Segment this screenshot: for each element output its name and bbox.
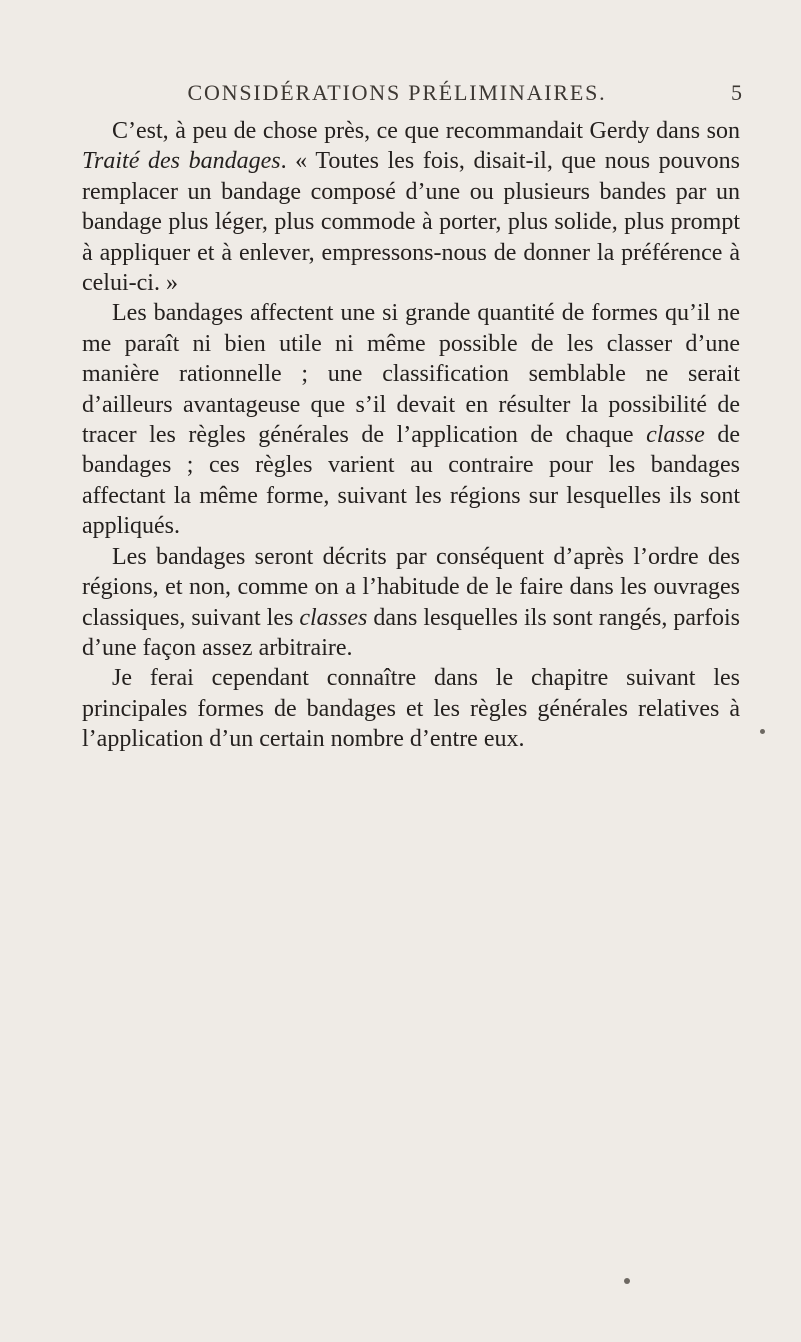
term-classe-italic: classe xyxy=(646,422,705,449)
paragraph-4 xyxy=(82,663,740,754)
paragraph-3 xyxy=(82,542,740,664)
page-number: 5 xyxy=(731,80,742,105)
paragraph-2 xyxy=(82,298,740,541)
paper-speck xyxy=(624,1278,630,1284)
paragraph-1 xyxy=(82,116,740,298)
paragraph-3-text: Les bandages seront décrits par conséquent d’après l’ordre des régions, et non, comme on a l’habitude de le faire dans les ouvrages classiques, suivant les xyxy=(82,543,740,631)
paragraph-1-quote: . « Toutes les fois, disait-il, que nous pouvons remplacer un bandage composé d’une ou plusieurs bandes par un bandage plus léger, plus commode à porter, plus solide, plus prompt à appliquer et à enlever, empressons-nous de donner la préférence à celui-ci. » xyxy=(82,148,740,297)
running-head-title: CONSIDÉRATIONS PRÉLIMINAIRES. xyxy=(187,80,607,105)
term-classes-italic: classes xyxy=(299,604,368,631)
paper-speck xyxy=(760,729,765,734)
body-text xyxy=(82,116,740,755)
paragraph-3-text-end: dans lesquelles ils sont rangés, parfois d’une façon assez arbitraire. xyxy=(82,604,740,661)
running-head xyxy=(52,77,742,109)
paragraph-4-text: Je ferai cependant connaître dans le chapitre suivant les principales formes de bandages et les règles générales relatives à l’application d’un certain nombre d’entre eux. xyxy=(82,665,740,753)
book-title-italic: Traité des bandages xyxy=(82,148,281,175)
paragraph-1-text: C’est, à peu de chose près, ce que recommandait Gerdy dans son xyxy=(112,118,740,144)
paragraph-2-text: Les bandages affectent une si grande quantité de formes qu’il ne me paraît ni bien utile ni même possible de les classer d’une manière rationnelle ; une classification semblable ne serait d’ailleurs avantageuse que s’il devait en résulter la possibilité de tracer les règles générales de l’application de chaque xyxy=(82,300,740,449)
paragraph-2-text-end: de bandages ; ces règles varient au contraire pour les bandages affectant la même forme, suivant les régions sur lesquelles ils sont appliqués. xyxy=(82,422,740,540)
